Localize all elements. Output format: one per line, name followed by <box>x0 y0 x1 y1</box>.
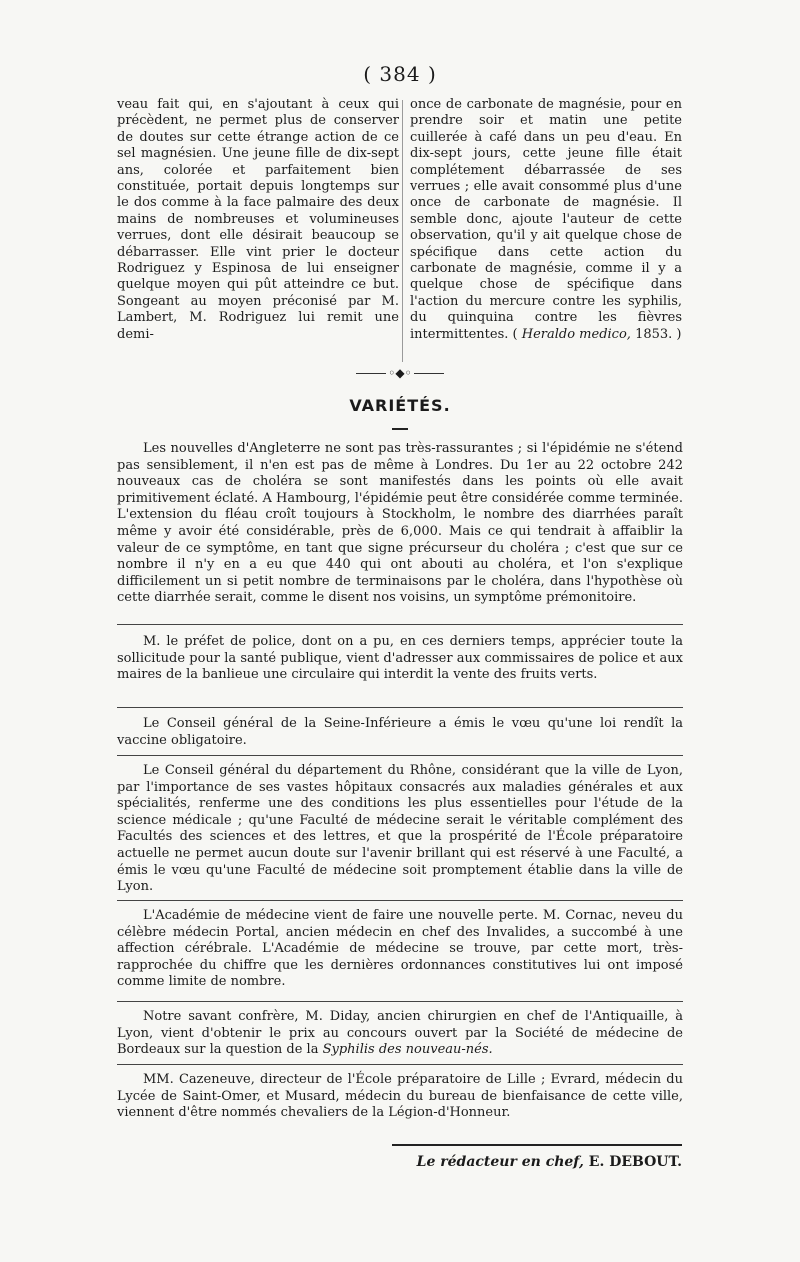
separator-rule <box>117 624 683 625</box>
paragraph-6-text: Notre savant confrère, M. Diday, ancien chirurgien en chef de l'Antiquaille, à Lyon, vient d'obtenir le prix au concours ouvert par la Société de médecine de Bordeaux sur la question de la <box>117 1009 683 1058</box>
separator-rule <box>117 707 683 708</box>
separator-rule <box>117 1001 683 1002</box>
signature-rule <box>392 1144 682 1146</box>
news-paragraph-1: Les nouvelles d'Angleterre ne sont pas très-rassurantes ; si l'épidémie ne s'étend pas sensiblement, il n'en est pas de même à Londres. Du 1er au 22 octobre 242 nouveaux cas de choléra se sont manifestés dans les points où elle avait primitivement éclaté. A Hambourg, l'épidémie peut être considérée comme terminée. L'extension du fléau croît toujours à Stockholm, le nombre des diarrhées paraît même y avoir été considérable, près de 6,000. Mais ce qui tendrait à affaiblir la valeur de ce symptôme, en tant que signe précurseur du choléra ; c'est que sur ce nombre il n'y en a eu que 440 qui ont abouti au choléra, et l'on s'explique difficilement un si petit nombre de terminaisons par le choléra, dans l'hypothèse où cette diarrhée serait, comme le disent nos voisins, un symptôme prémonitoire. <box>117 441 683 606</box>
title-dash <box>392 428 408 430</box>
right-column-text: once de carbonate de magnésie, pour en prendre soir et matin une petite cuillerée à café dans un peu d'eau. En dix-sept jours, cette jeune fille était complétement débarrassée de ses verrues ; elle avait consommé plus d'une once de carbonate de magnésie. Il semble donc, ajoute l'auteur de cette observation, qu'il y ait quelque chose de spécifique dans cette action du carbonate de magnésie, comme il y a quelque chose de spécifique dans l'action du mercure contre les syphilis, du quinquina contre les fièvres intermittentes. ( <box>410 97 682 342</box>
section-ornament: ◦◆◦ <box>352 368 448 378</box>
news-paragraph-7: MM. Cazeneuve, directeur de l'École préparatoire de Lille ; Evrard, médecin du Lycée de Saint-Omer, et Musard, médecin du bureau de bienfaisance de cette ville, viennent d'être nommés chevaliers de la Légion-d'Honneur. <box>117 1072 683 1121</box>
prize-question: Syphilis des nouveau-nés. <box>322 1042 493 1058</box>
left-column <box>117 97 399 343</box>
citation-year: 1853. ) <box>635 326 682 342</box>
section-title: VARIÉTÉS. <box>349 396 451 415</box>
news-paragraph-6 <box>117 1009 683 1059</box>
right-column <box>410 97 682 343</box>
left-column-text: veau fait qui, en s'ajoutant à ceux qui précèdent, ne permet plus de conserver de doutes sur cette étrange action de ce sel magnésien. Une jeune fille de dix-sept ans, colorée et parfaitement bien constituée, portait depuis longtemps sur le dos comme à la face palmaire des deux mains de nombreuses et volumineuses verrues, dont elle désirait beaucoup se débarrasser. Elle vint prier le docteur Rodriguez y Espinosa de lui enseigner quelque moyen qui pût atteindre ce but. Songeant au moyen préconisé par M. Lambert, M. Rodriguez lui remit une demi- <box>117 97 399 342</box>
page-number: ( 384 ) <box>363 62 437 86</box>
source-citation: Heraldo medico, <box>521 326 631 342</box>
right-column-paragraph <box>410 97 682 343</box>
separator-rule <box>117 755 683 756</box>
news-paragraph-2: M. le préfet de police, dont on a pu, en ces derniers temps, apprécier toute la sollicitude pour la santé publique, vient d'adresser aux commissaires de police et aux maires de la banlieue une circulaire qui interdit la vente des fruits verts. <box>117 634 683 683</box>
news-paragraph-4: Le Conseil général du département du Rhône, considérant que la ville de Lyon, par l'importance de ses vastes hôpitaux consacrés aux maladies générales et aux spécialités, renferme une des conditions les plus essentielles pour l'étude de la science médicale ; qu'une Faculté de médecine serait le véritable complément des Facultés des sciences et des lettres, et que la prospérité de l'École préparatoire actuelle ne permet aucun doute sur l'avenir brillant qui est réservé à une Faculté, a émis le vœu qu'une Faculté de médecine soit promptement établie dans la ville de Lyon. <box>117 763 683 895</box>
separator-rule <box>117 900 683 901</box>
editor-name: E. DEBOUT. <box>588 1154 682 1170</box>
news-paragraph-3: Le Conseil général de la Seine-Inférieure a émis le vœu qu'une loi rendît la vaccine obligatoire. <box>117 716 683 748</box>
separator-rule <box>117 1064 683 1065</box>
news-paragraph-5: L'Académie de médecine vient de faire une nouvelle perte. M. Cornac, neveu du célèbre médecin Portal, ancien médecin en chef des Invalides, a succombé à une affection cérébrale. L'Académie de médecine se trouve, par cette mort, très-rapprochée du chiffre que les dernières ordonnances constitutives lui ont imposé comme limite de nombre. <box>117 908 683 990</box>
editor-signature <box>392 1154 682 1170</box>
editor-role: Le rédacteur en chef, <box>416 1154 584 1170</box>
column-divider <box>402 100 403 362</box>
